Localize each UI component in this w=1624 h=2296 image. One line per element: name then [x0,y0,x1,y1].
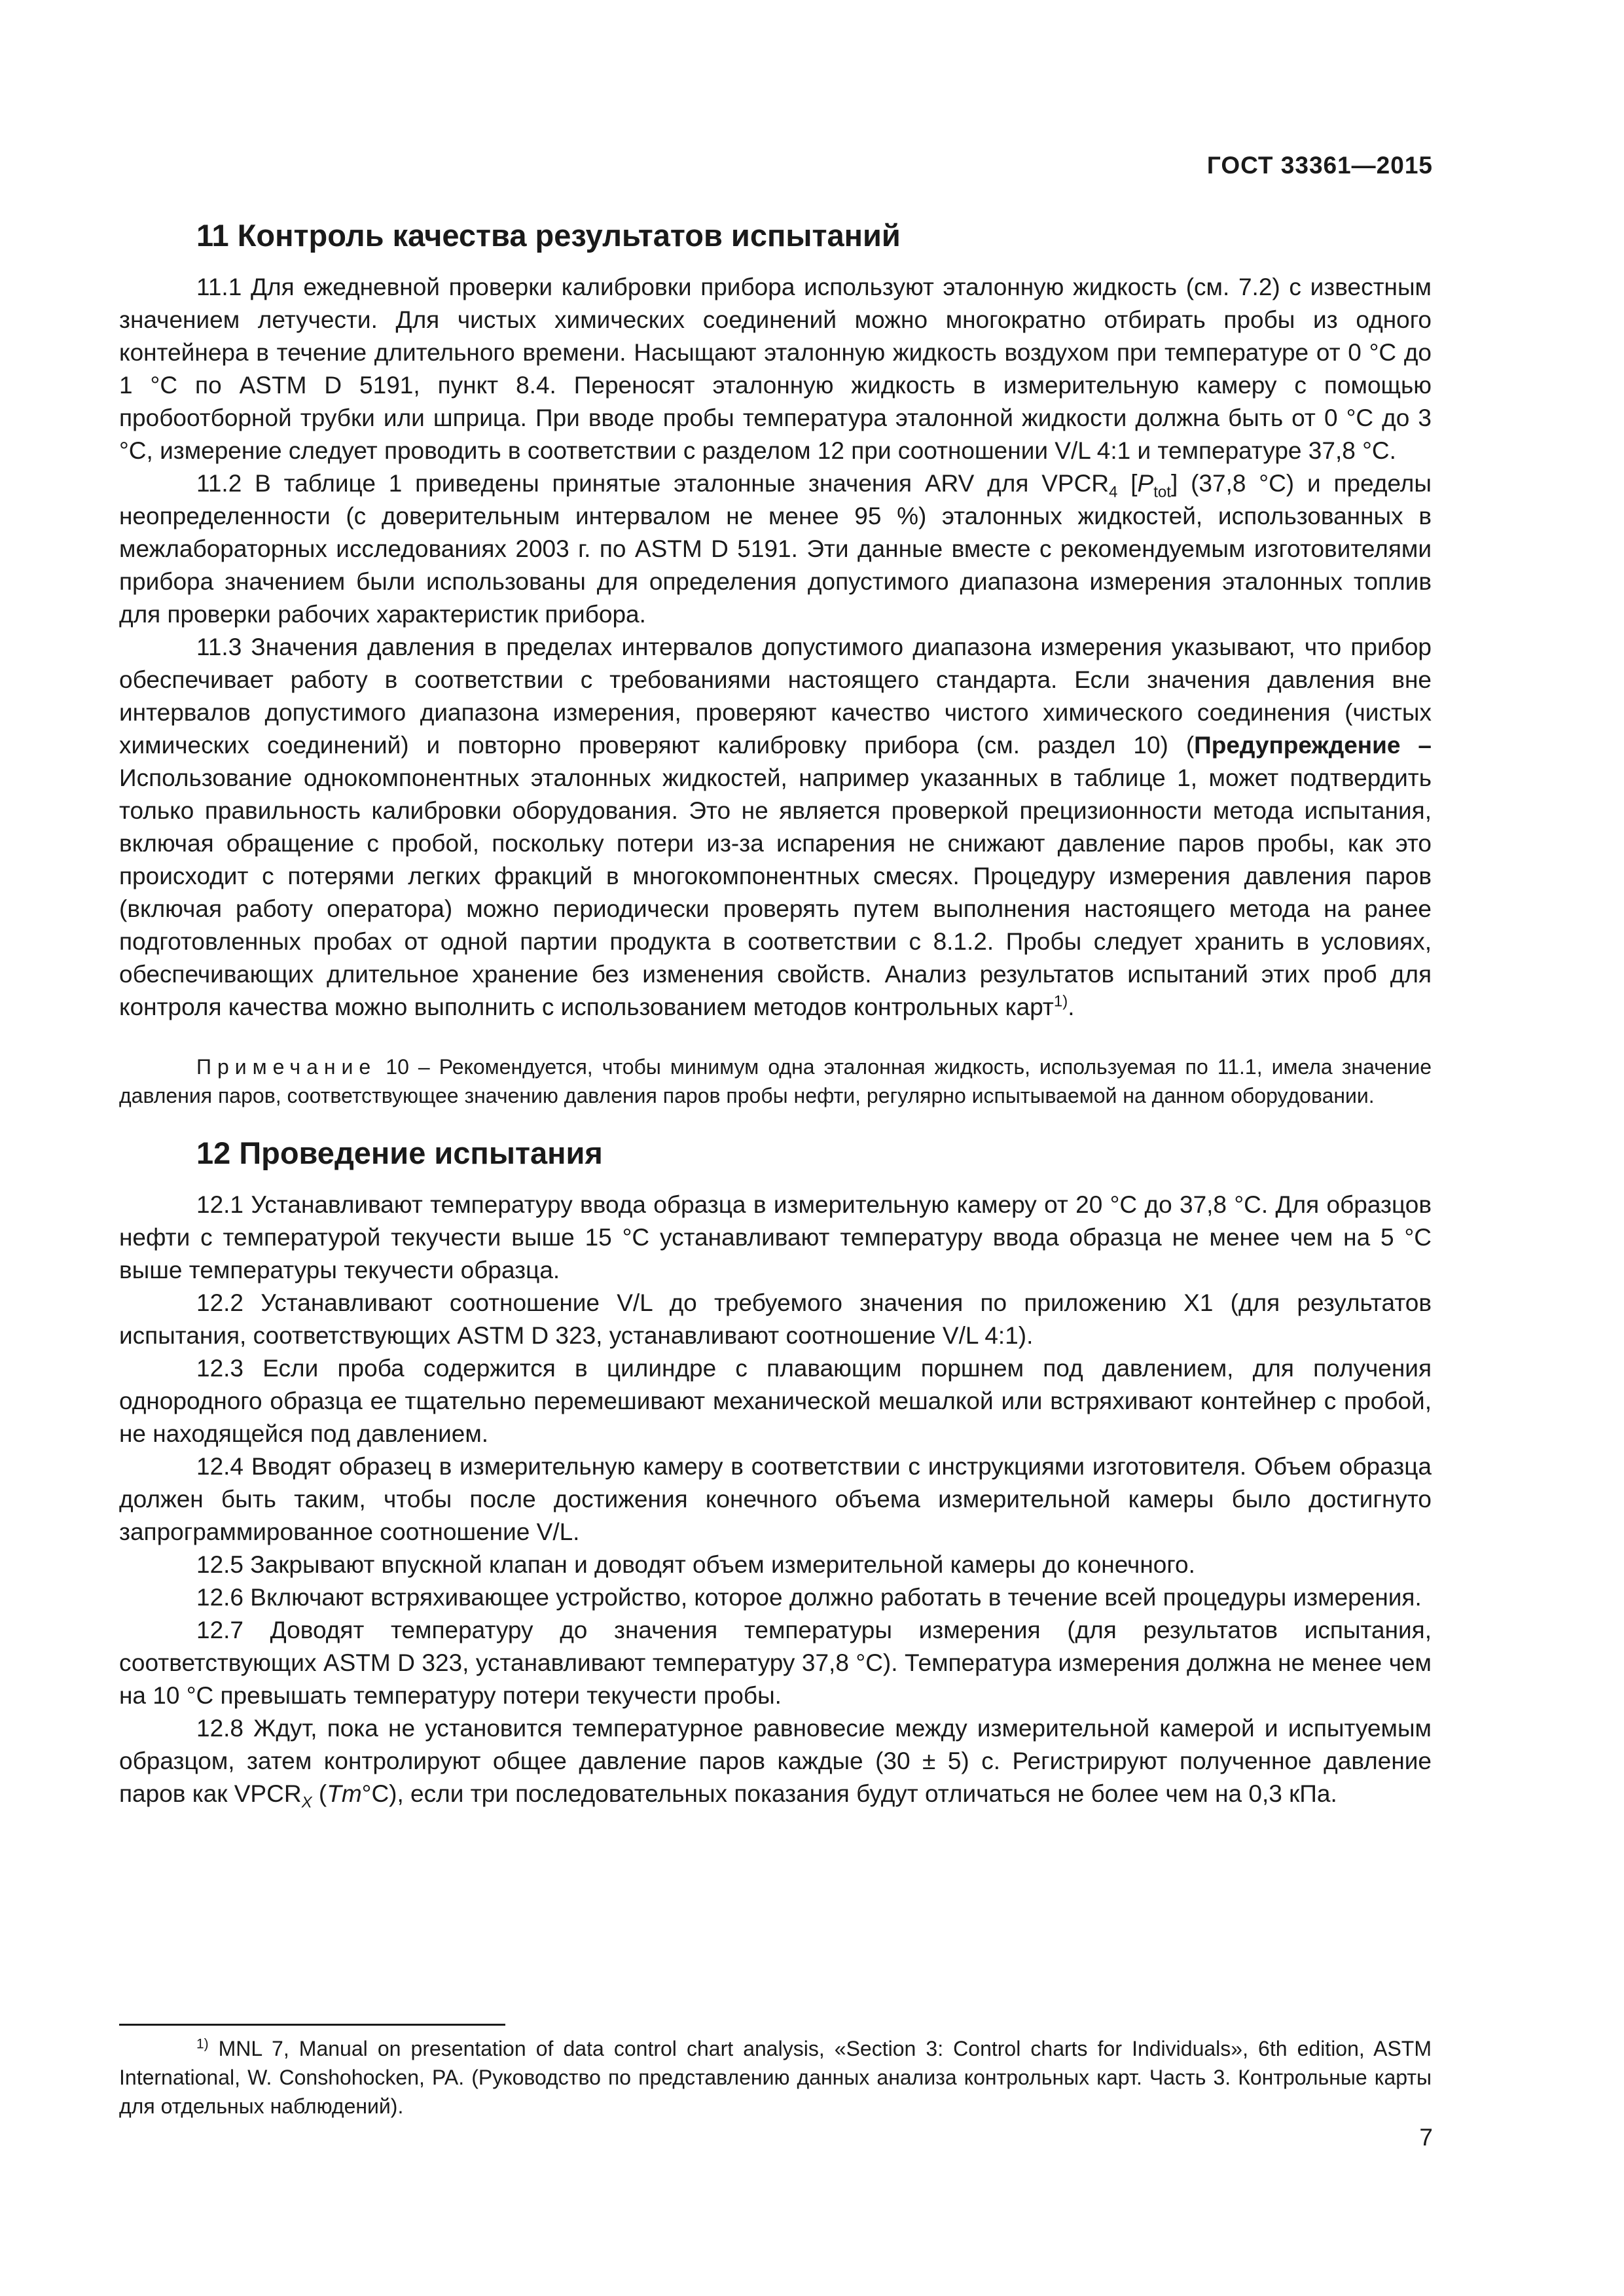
paragraph-11-3: 11.3 Значения давления в пределах интервалов допустимого диапазона измерения указывают, что прибор обеспечивает работу в соответствии с требованиями настоящего стандарта. Если значения давления вне интервалов допустимого диапазона измерения, проверяют качество чистого химического соединения (чистых химических соединений) и повторно проверяют калибровку прибора (см. раздел 10) (Предупреждение – Использование однокомпонентных эталонных жидкостей, например указанных в таблице 1, может подтвердить только правильность калибровки оборудования. Это не является проверкой прецизионности метода испытания, включая обращение с пробой, поскольку потери из-за испарения не снижают давление паров пробы, как это происходит с потерями легких фракций в многокомпонентных смесях. Процедуру измерения давления паров (включая работу оператора) можно периодически проверять путем выполнения настоящего метода на ранее подготовленных пробах от одной партии продукта в соответствии с 8.1.2. Пробы следует хранить в условиях, обеспечивающих длительное хранение без изменения свойств. Анализ результатов испытаний этих проб для контроля качества можно выполнить с использованием методов контрольных карт$^{1)}$. [119,634,1432,1020]
paragraph-12-1: 12.1 Устанавливают температуру ввода образца в измерительную камеру от 20 °С до 37,8 °С. Для образцов нефти с температурой текучести выше 15 °С устанавливают температуру ввода образца не менее чем на 5 °С выше температуры текучести образца. [119,1191,1432,1283]
paragraph-11-2: 11.2 В таблице 1 приведены принятые эталонные значения ARV для $VPCR_4$ $[P_{tot}]$ (37,8 °С) и пределы неопределенности (с доверительным интервалом не менее 95 %) эталонных жидкостей, использованных в межлабораторных исследованиях 2003 г. по ASTM D 5191. Эти данные вместе с рекомендуемым изготовителями прибора значением были использованы для определения допустимого диапазона измерения эталонных топлив для проверки рабочих характеристик прибора. [119,470,1432,628]
paragraph-12-8: 12.8 Ждут, пока не установится температурное равновесие между измерительной камерой и испытуемым образцом, затем контролируют общее давление паров каждые (30 ± 5) с. Регистрируют полученное давление паров как $VPCR_X$ (Tm°С), если три последовательных показания будут отличаться не более чем на 0,3 кПа. [119,1715,1432,1812]
footnote-ref[interactable]: 1) [1053,992,1068,1011]
note-10: Примечание 10 – Рекомендуется, чтобы минимум одна эталонная жидкость, используемая по 11.1, имела значение давления паров, соответствующее значению давления паров пробы нефти, регулярно испытываемой на данном оборудовании. [119,1055,1432,1107]
paragraph-12-4: 12.4 Вводят образец в измерительную камеру в соответствии с инструкциями изготовителя. Объем образца должен быть таким, чтобы после достижения конечного объема измерительной камеры было достигнуто запрограммированное соотношение V/L. [119,1453,1432,1545]
footnote-separator [119,2024,505,2026]
paragraph-12-6: 12.6 Включают встряхивающее устройство, которое должно работать в течение всей процедуры измерения. [196,1584,1422,1611]
paragraph-12-3: 12.3 Если проба содержится в цилиндре с плавающим поршнем под давлением, для получения однородного образца ее тщательно перемешивают механической мешалкой или встряхивают контейнер с пробой, не находящейся под давлением. [119,1355,1432,1447]
footnote-marker: 1) [196,2036,209,2052]
footnote: $^{1)}$ MNL 7, Manual on presentation of data control chart analysis, «Section 3: Control charts for Individuals», 6th edition, ASTM International, W. Conshohocken, PA. (Руководство по представлению данных анализа контрольных карт. Часть 3. Контрольные карты для отдельных наблюдений). [119,2036,1432,2118]
document-id: ГОСТ 33361—2015 [1206,152,1433,179]
paragraph-12-7: 12.7 Доводят температуру до значения температуры измерения (для результатов испытания, соответствующих ASTM D 323, устанавливают температуру 37,8 °С). Температура измерения должна не менее чем на 10 °С превышать температуру потери текучести пробы. [119,1617,1432,1709]
section-11-title: 11 Контроль качества результатов испытаний [196,218,901,253]
section-12-title: 12 Проведение испытания [196,1136,603,1170]
page-number: 7 [1419,2124,1433,2151]
page-content [119,209,1432,1810]
paragraph-11-1: 11.1 Для ежедневной проверки калибровки прибора используют эталонную жидкость (см. 7.2) с известным значением летучести. Для чистых химических соединений можно многократно отбирать пробы из одного контейнера в течение длительного времени. Насыщают эталонную жидкость воздухом при температуре от 0 °С до 1 °С по ASTM D 5191, пункт 8.4. Переносят эталонную жидкость в измерительную камеру с помощью пробоотборной трубки или шприца. При вводе пробы температура эталонной жидкости должна быть от 0 °С до 3 °С, измерение следует проводить в соответствии с разделом 12 при соотношении V/L 4:1 и температуре 37,8 °С. [119,274,1432,464]
paragraph-12-2: 12.2 Устанавливают соотношение V/L до требуемого значения по приложению Х1 (для результатов испытания, соответствующих ASTM D 323, устанавливают соотношение V/L 4:1). [119,1289,1432,1349]
paragraph-12-5: 12.5 Закрывают впускной клапан и доводят объем измерительной камеры до конечного. [196,1551,1195,1578]
